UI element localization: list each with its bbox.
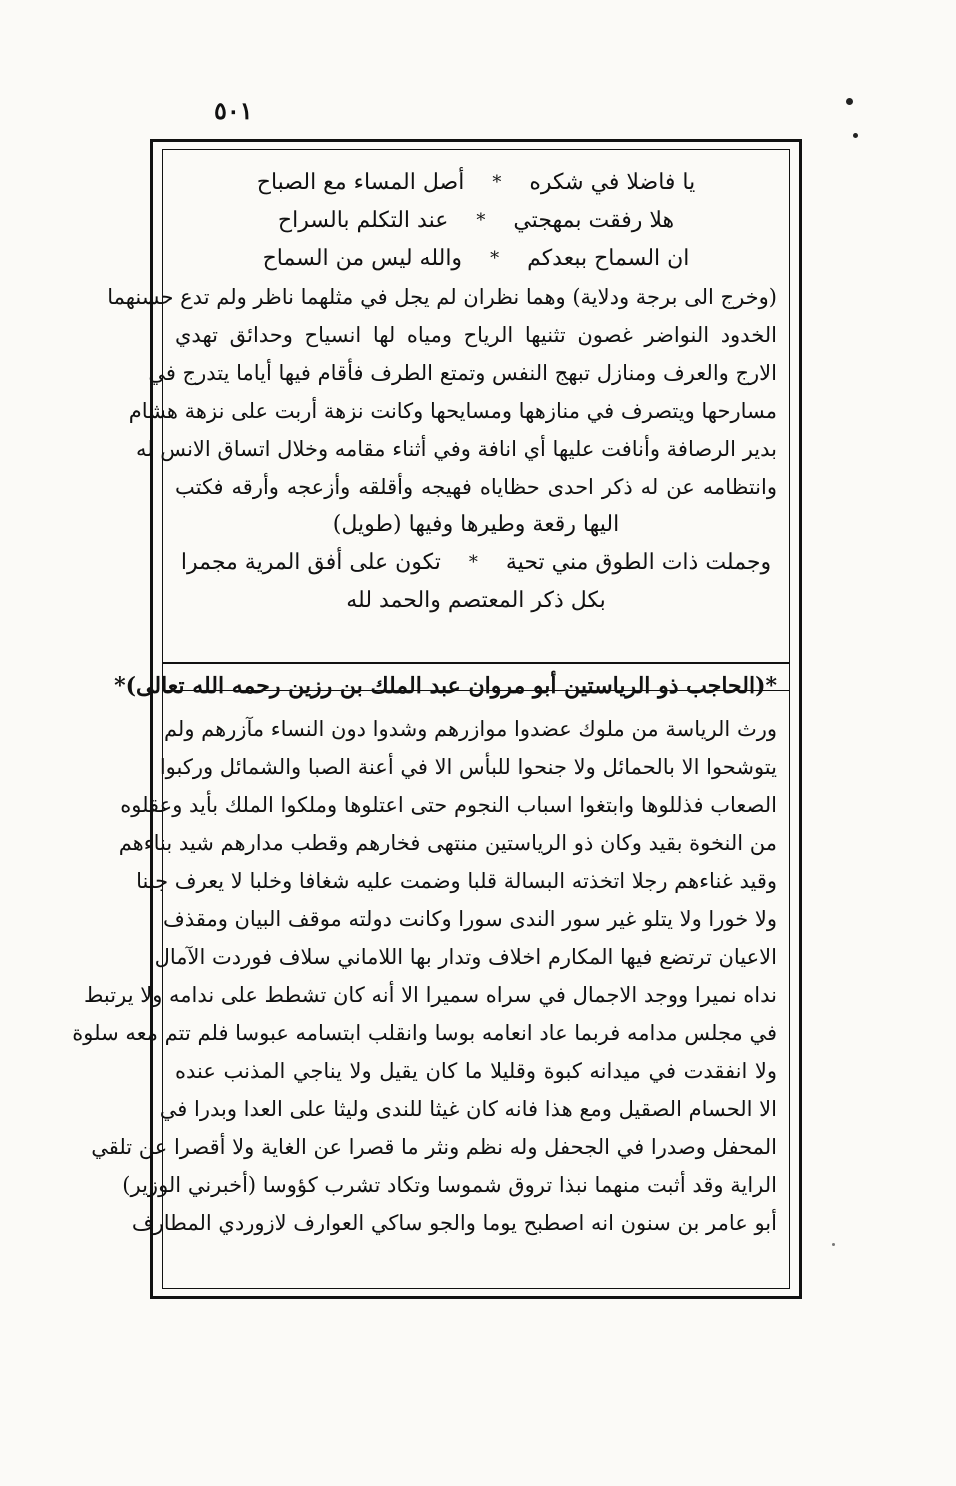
page-frame [72, 139, 802, 1299]
ink-speck [846, 98, 853, 105]
biography-block [72, 710, 777, 1242]
verse-separator: * [492, 172, 502, 193]
biography-line: ولا انفقدت في ميدانه كبوة وقليلا ما كان يقيل ولا يناجي المذنب عنده [175, 1059, 777, 1083]
closing-line: بكل ذكر المعتصم والحمد لله [346, 588, 606, 613]
verse-line [175, 202, 777, 240]
biography-line: المحفل وصدرا في الجحفل وله نظم ونثر ما قصرا عن الغاية ولا أقصرا عن تلقي [91, 1135, 777, 1159]
prose-line: الخدود النواضر غصون تثنيها الرياح ومياه لها انسياح وحدائق تهدي [175, 323, 777, 347]
biography-line: الاعيان ترتضع فيها المكارم اخلاف وتدار بها اللاماني سلاف فوردت الآمال [154, 945, 777, 969]
upper-text-block [107, 164, 777, 620]
biography-line: نداه نميرا ووجد الاجمال في سراه سميرا الا أنه كان تشطط على ندامه ولا يرتبط [84, 983, 777, 1007]
prose-line: وانتظامه عن له ذكر احدى حظاياه فهيجه وأقلقه وأزعجه وأرقه فكتب [175, 475, 777, 499]
prose-line: (وخرج الى برجة ودلاية) وهما نظران لم يجل في مثلهما ناظر ولم تدع حسنهما [107, 285, 777, 309]
section-divider [163, 662, 789, 664]
section-heading-block [114, 668, 777, 704]
verse-hemistich-left: تكون على أفق المرية مجمرا [180, 550, 441, 575]
verse-line [175, 240, 777, 278]
verse-hemistich-left: عند التكلم بالسراح [277, 208, 449, 233]
prose-line: الارج والعرف ومنازل تبهج النفس وتمتع الطرف فأقام فيها أياما يتدرج في [148, 361, 777, 385]
prose-line: بدير الرصافة وأنافت عليها أي انافة وفي أثناء مقامه وخلال اتساق الانس له [135, 437, 777, 461]
verse-hemistich-right: يا فاضلا في شكره [529, 170, 696, 195]
biography-line: وقيد غناءهم رجلا اتخذته البسالة قلبا وضمت عليه شغافا وخلبا لا يعرف جبنا [136, 869, 777, 893]
ink-speck [853, 133, 858, 138]
biography-line: الصعاب فذللوها وابتغوا اسباب النجوم حتى اعتلوها وملكوا الملك بأيد وعقلوه [120, 793, 777, 817]
biography-line: الا الحسام الصقيل ومع هذا فانه كان غيثا للندى وليثا على العدا وبدرا في [159, 1097, 777, 1121]
biography-line: ولا خورا ولا يتلو غير سور الندى سورا وكانت دولته موقف البيان ومقذف [163, 907, 777, 931]
prose-line: مسارحها ويتصرف في منازهها ومسايحها وكانت نزهة أربت على نزهة هشام [128, 399, 777, 423]
verse-separator: * [468, 552, 478, 573]
biography-line: الراية وقد أثبت منهما نبذا تروق شموسا وتكاد تشرب كؤوسا (أخبرني الوزير) [122, 1173, 777, 1197]
verse-line [175, 544, 777, 582]
verse-hemistich-left: أصل المساء مع الصباح [256, 170, 465, 195]
biography-line: أبو عامر بن سنون انه اصطبح يوما والجو ساكي العوارف لازوردي المطارف [131, 1211, 777, 1235]
page-number: ٥٠١ [214, 96, 253, 125]
prose-line-short: اليها رقعة وطيرها وفيها (طويل) [332, 512, 620, 537]
biography-line: ورث الرياسة من ملوك عضدوا موازرهم وشدوا دون النساء مآزرهم ولم [163, 717, 777, 741]
biography-line: يتوشحوا الا بالحمائل ولا جنحوا للبأس الا في أعنة الصبا والشمائل وركبوا [159, 755, 777, 779]
verse-separator: * [490, 248, 500, 269]
verse-hemistich-right: وجملت ذات الطوق مني تحية [505, 550, 772, 575]
verse-hemistich-left: والله ليس من السماح [262, 246, 463, 271]
section-heading: *(الحاجب ذو الرياستين أبو مروان عبد الملك بن رزين رحمه الله تعالى)* [114, 673, 777, 699]
ink-speck [832, 1243, 835, 1246]
verse-hemistich-right: هلا رفقت بمهجتي [513, 208, 675, 233]
verse-line [175, 164, 777, 202]
verse-hemistich-right: ان السماح ببعدكم [527, 246, 690, 271]
biography-line: من النخوة بقيد وكان ذو الرياستين منتهى فخارهم وقطب مدارهم شيد بناءهم [118, 831, 777, 855]
biography-line: في مجلس مدامه فربما عاد انعامه بوسا وانقلب ابتسامه عبوسا فلم تتم معه سلوة [72, 1021, 777, 1045]
verse-separator: * [476, 210, 486, 231]
section-divider [163, 690, 789, 691]
page-inner-border [72, 149, 790, 1289]
